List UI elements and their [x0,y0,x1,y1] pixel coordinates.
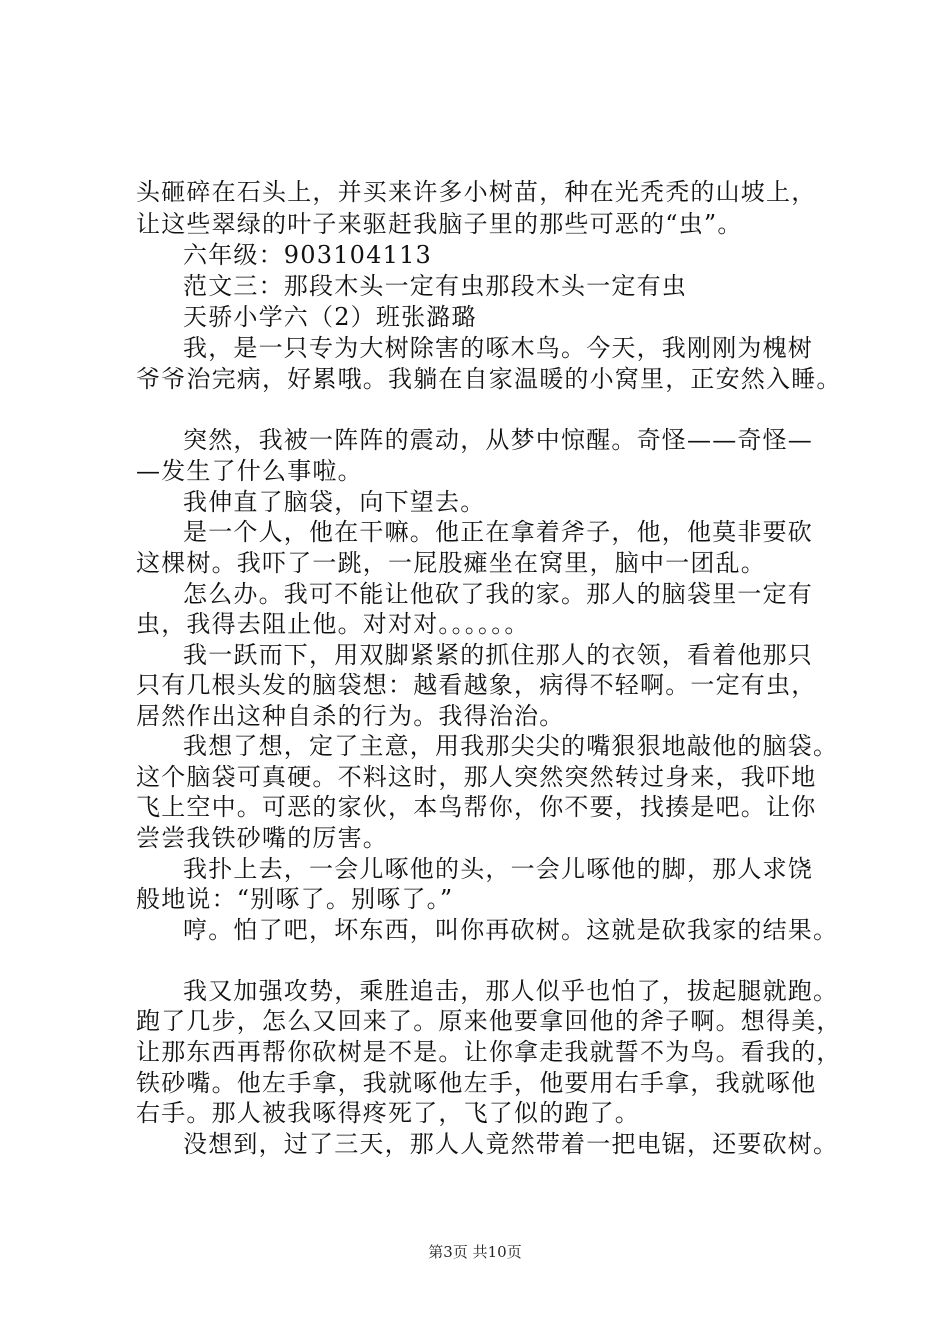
text-line: 没想到，过了三天，那人人竟然带着一把电锯，还要砍树。 [183,1130,839,1158]
text-line: 这个脑袋可真硬。不料这时，那人突然突然转过身来，我吓地 [136,763,817,791]
text-line: 怎么办。我可不能让他砍了我的家。那人的脑袋里一定有 [183,580,813,608]
text-line: 我又加强攻势，乘胜追击，那人似乎也怕了，拔起腿就跑。 [183,977,839,1005]
text-line: 般地说：“别啄了。别啄了。” [136,885,454,913]
text-line: 让这些翠绿的叶子来驱赶我脑子里的那些可恶的“虫”。 [136,210,743,238]
text-line: 只有几根头发的脑袋想：越看越象，病得不轻啊。一定有虫， [136,671,817,699]
text-line: 居然作出这种自杀的行为。我得治治。 [136,702,565,730]
text-line: 跑了几步，怎么又回来了。原来他要拿回他的斧子啊。想得美， [136,1007,842,1035]
text-line: —发生了什么事啦。 [136,457,363,485]
text-line: 我一跃而下，用双脚紧紧的抓住那人的衣领，看着他那只 [183,641,813,669]
text-line: 飞上空中。可恶的家伙，本鸟帮你，你不要，找揍是吧。让你 [136,793,817,821]
text-line: 我伸直了脑袋，向下望去。 [183,488,486,516]
text-line: 头砸碎在石头上，并买来许多小树苗，种在光秃秃的山坡上， [136,178,817,206]
text-line: 六年级：903104113 [183,241,433,269]
text-line: 我想了想，定了主意，用我那尖尖的嘴狠狠地敲他的脑袋。 [183,732,839,760]
page-number-footer: 第3页 共10页 [428,1243,522,1261]
text-line: 我，是一只专为大树除害的啄木鸟。今天，我刚刚为槐树 [183,334,813,362]
text-line: 尝尝我铁砂嘴的厉害。 [136,824,388,852]
text-line: 哼。怕了吧，坏东西，叫你再砍树。这就是砍我家的结果。 [183,916,839,944]
text-line: 让那东西再帮你砍树是不是。让你拿走我就誓不为鸟。看我的， [136,1038,842,1066]
text-line: 范文三：那段木头一定有虫那段木头一定有虫 [183,272,687,300]
text-line: 这棵树。我吓了一跳，一屁股瘫坐在窝里，脑中一团乱。 [136,549,766,577]
text-line: 铁砂嘴。他左手拿，我就啄他左手，他要用右手拿，我就啄他 [136,1069,817,1097]
text-line: 爷爷治完病，好累哦。我躺在自家温暖的小窝里，正安然入睡。 [136,365,842,393]
text-line: 突然，我被一阵阵的震动，从梦中惊醒。奇怪——奇怪— [183,426,813,454]
text-line: 是一个人，他在干嘛。他正在拿着斧子，他，他莫非要砍 [183,518,813,546]
text-line: 天骄小学六（2）班张潞璐 [183,303,477,331]
text-line: 右手。那人被我啄得疼死了，飞了似的跑了。 [136,1099,640,1127]
text-line: 我扑上去，一会儿啄他的头，一会儿啄他的脚，那人求饶 [183,855,813,883]
text-line: 虫，我得去阻止他。对对对。。。。。。 [136,610,530,638]
